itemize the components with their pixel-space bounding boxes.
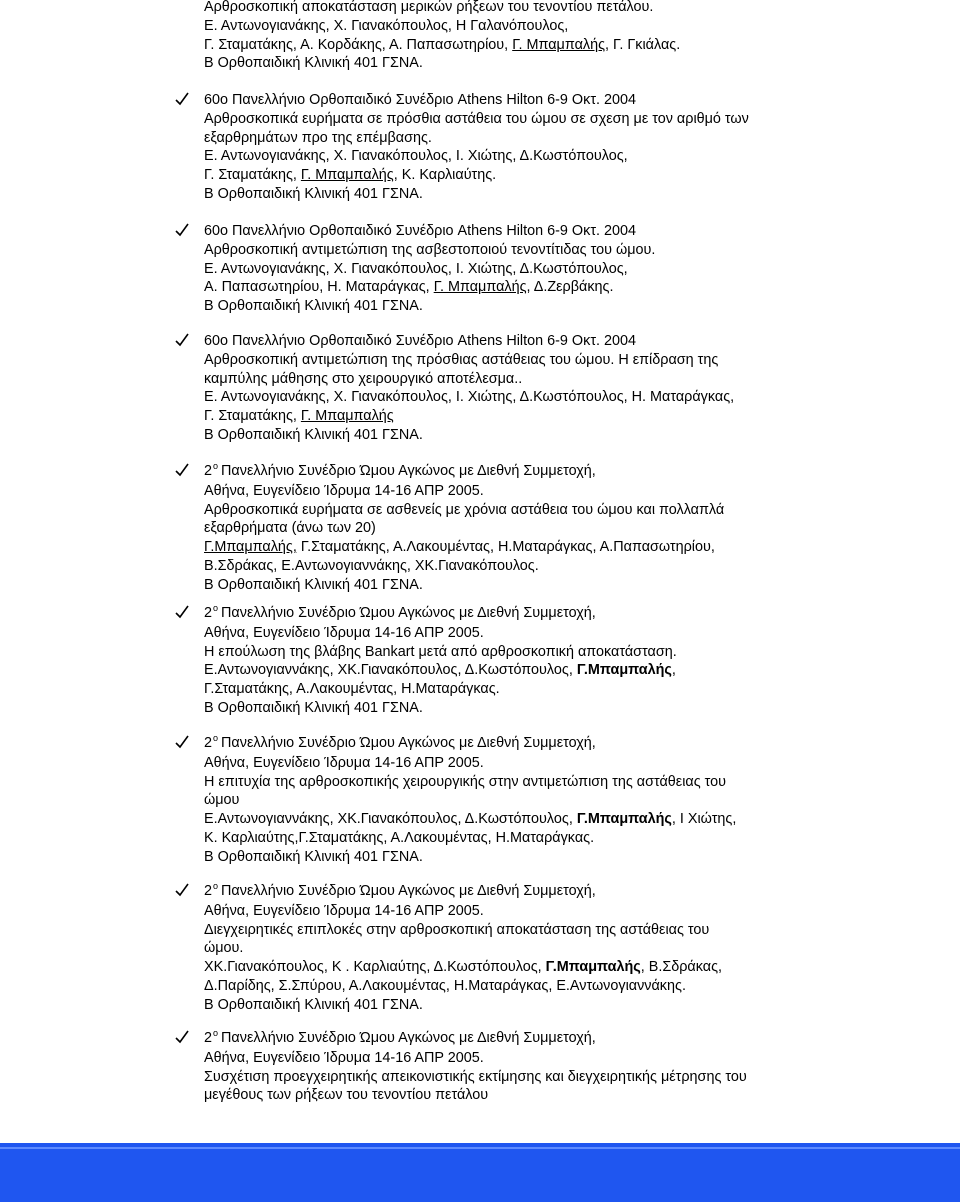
entry-authors: Α. Παπασωτηρίου, Η. Ματαράγκας, Γ. Μπαμπαλής, Δ.Ζερβάκης. <box>204 279 614 296</box>
entry-authors: Γ. Σταματάκης, Γ. Μπαμπαλής, Κ. Καρλιαύτης. <box>204 167 497 184</box>
entry-venue-location: Αθήνα, Ευγενίδειο Ίδρυμα 14-16 ΑΠΡ 2005. <box>204 482 484 499</box>
entry-authors: Ε. Αντωνογιανάκης, Χ. Γιανακόπουλος, Η Γαλανόπουλος, <box>204 17 569 34</box>
entry-venue: 60ο Πανελλήνιο Ορθοπαιδικό Συνέδριο Athens Hilton 6-9 Οκτ. 2004 <box>204 223 637 239</box>
entry-title: εξαρθρήματα (άνω των 20) <box>204 520 376 537</box>
entry-authors: Ε.Αντωνογιαννάκης, ΧΚ.Γιανακόπουλος, Δ.Κωστόπουλος, Γ.Μπαμπαλής, Ι Χιώτης, <box>204 811 737 828</box>
entry-authors: Γ. Σταματάκης, Γ. Μπαμπαλής <box>204 408 394 425</box>
entry-affiliation: Β Ορθοπαιδική Κλινική 401 ΓΣΝΑ. <box>204 576 423 593</box>
entry-authors: Κ. Καρλιαύτης,Γ.Σταματάκης, Α.Λακουμέντας, Η.Ματαράγκας. <box>204 829 595 846</box>
entry-authors: Ε. Αντωνογιανάκης, Χ. Γιανακόπουλος, Ι. Χιώτης, Δ.Κωστόπουλος, <box>204 148 628 165</box>
entry-venue: $2^o$ Πανελλήνιο Συνέδριο Ώμου Αγκώνος με Διεθνή Συμμετοχή, <box>204 461 596 479</box>
entry-venue: $2^o$ Πανελλήνιο Συνέδριο Ώμου Αγκώνος με Διεθνή Συμμετοχή, <box>204 881 596 899</box>
checkmark-icon <box>174 332 190 348</box>
checkmark-icon <box>174 91 190 107</box>
entry-venue: 60ο Πανελλήνιο Ορθοπαιδικό Συνέδριο Athens Hilton 6-9 Οκτ. 2004 <box>204 92 637 108</box>
highlighted-author: Γ.Μπαμπαλής <box>576 662 672 679</box>
checkmark-icon <box>174 734 190 750</box>
checkmark-icon <box>174 1029 190 1045</box>
entry-authors: Δ.Παρίδης, Σ.Σπύρου, Α.Λακουμέντας, Η.Ματαράγκας, Ε.Αντωνογιαννάκης. <box>204 977 686 994</box>
entry-title: Η επιτυχία της αρθροσκοπικής χειρουργικής στην αντιμετώπιση της αστάθειας του <box>204 773 727 790</box>
entry-venue: 60ο Πανελλήνιο Ορθοπαιδικό Συνέδριο Athens Hilton 6-9 Οκτ. 2004 <box>204 333 637 349</box>
entry-venue: $2^o$ Πανελλήνιο Συνέδριο Ώμου Αγκώνος με Διεθνή Συμμετοχή, <box>204 1028 596 1046</box>
entry-affiliation: Β Ορθοπαιδική Κλινική 401 ΓΣΝΑ. <box>204 55 423 72</box>
entry-venue: $2^o$ Πανελλήνιο Συνέδριο Ώμου Αγκώνος με Διεθνή Συμμετοχή, <box>204 733 596 751</box>
entry-2 <box>204 222 924 316</box>
entry-venue-location: Αθήνα, Ευγενίδειο Ίδρυμα 14-16 ΑΠΡ 2005. <box>204 1049 484 1066</box>
entry-title: Συσχέτιση προεγχειρητικής απεικονιστικής εκτίμησης και διεγχειρητικής μέτρησης του <box>204 1068 747 1085</box>
highlighted-author: Γ. Μπαμπαλής <box>512 36 606 53</box>
entry-authors: Γ.Μπαμπαλής, Γ.Σταματάκης, Α.Λακουμέντας, Η.Ματαράγκας, Α.Παπασωτηρίου, <box>204 539 715 556</box>
highlighted-author: Γ.Μπαμπαλής <box>576 811 672 828</box>
entry-title: καμπύλης μάθησης στο χειρουργικό αποτέλεσμα.. <box>204 370 523 387</box>
entry-7 <box>204 882 924 1015</box>
entry-authors: Ε. Αντωνογιανάκης, Χ. Γιανακόπουλος, Ι. Χιώτης, Δ.Κωστόπουλος, <box>204 260 628 277</box>
checkmark-icon <box>174 882 190 898</box>
entry-title: Αρθροσκοπική αντιμετώπιση της πρόσθιας αστάθειας του ώμου. Η επίδραση της <box>204 351 719 368</box>
entry-title: μεγέθους των ρήξεων του τενοντίου πετάλου <box>204 1087 489 1104</box>
footer-stripe <box>0 1147 960 1149</box>
highlighted-author: Γ. Μπαμπαλής <box>300 167 394 184</box>
entry-affiliation: Β Ορθοπαιδική Κλινική 401 ΓΣΝΑ. <box>204 996 423 1013</box>
entry-5 <box>204 604 924 718</box>
entry-affiliation: Β Ορθοπαιδική Κλινική 401 ΓΣΝΑ. <box>204 848 423 865</box>
entry-8 <box>204 1029 924 1105</box>
entry-authors: ΧΚ.Γιανακόπουλος, Κ . Καρλιαύτης, Δ.Κωστόπουλος, Γ.Μπαμπαλής, Β.Σδράκας, <box>204 959 723 976</box>
entry-title: Αρθροσκοπικά ευρήματα σε πρόσθια αστάθεια του ώμου σε σχεση με τον αριθμό των <box>204 110 749 127</box>
entry-title: εξαρθρημάτων προ της επέμβασης. <box>204 129 432 146</box>
checkmark-icon <box>174 222 190 238</box>
highlighted-author: Γ.Μπαμπαλής, <box>204 539 297 556</box>
entry-title: ώμου <box>204 792 240 809</box>
entry-venue-location: Αθήνα, Ευγενίδειο Ίδρυμα 14-16 ΑΠΡ 2005. <box>204 624 484 641</box>
entry-affiliation: Β Ορθοπαιδική Κλινική 401 ΓΣΝΑ. <box>204 699 423 716</box>
entry-title: Αρθροσκοπική αντιμετώπιση της ασβεστοποιού τενοντίτιδας του ώμου. <box>204 241 656 258</box>
entry-1 <box>204 91 924 204</box>
checkmark-icon <box>174 462 190 478</box>
entry-title: Διεγχειρητικές επιπλοκές στην αρθροσκοπική αποκατάσταση της αστάθειας του <box>204 921 710 938</box>
entry-4 <box>204 462 924 595</box>
entry-title: ώμου. <box>204 940 244 957</box>
footer-band <box>0 1143 960 1202</box>
entry-authors: Β.Σδράκας, Ε.Αντωνογιαννάκης, ΧΚ.Γιανακόπουλος. <box>204 557 539 574</box>
entry-6 <box>204 734 924 867</box>
entry-title: Αρθροσκοπική αποκατάσταση μερικών ρήξεων του τενοντίου πετάλου. <box>204 0 654 15</box>
entry-authors: Ε.Αντωνογιαννάκης, ΧΚ.Γιανακόπουλος, Δ.Κωστόπουλος, Γ.Μπαμπαλής, <box>204 662 676 679</box>
entry-venue-location: Αθήνα, Ευγενίδειο Ίδρυμα 14-16 ΑΠΡ 2005. <box>204 754 484 771</box>
highlighted-author: Γ. Μπαμπαλής <box>300 408 394 425</box>
entry-3 <box>204 332 924 445</box>
entry-affiliation: Β Ορθοπαιδική Κλινική 401 ΓΣΝΑ. <box>204 426 423 443</box>
entry-authors: Γ.Σταματάκης, Α.Λακουμέντας, Η.Ματαράγκας. <box>204 681 500 698</box>
entry-venue: $2^o$ Πανελλήνιο Συνέδριο Ώμου Αγκώνος με Διεθνή Συμμετοχή, <box>204 603 596 621</box>
entry-top <box>204 0 924 73</box>
entry-affiliation: Β Ορθοπαιδική Κλινική 401 ΓΣΝΑ. <box>204 298 423 315</box>
highlighted-author: Γ.Μπαμπαλής <box>545 959 641 976</box>
entry-venue-location: Αθήνα, Ευγενίδειο Ίδρυμα 14-16 ΑΠΡ 2005. <box>204 902 484 919</box>
entry-authors: Ε. Αντωνογιανάκης, Χ. Γιανακόπουλος, Ι. Χιώτης, Δ.Κωστόπουλος, Η. Ματαράγκας, <box>204 389 735 406</box>
entry-title: Η επούλωση της βλάβης Bankart μετά από αρθροσκοπική αποκατάσταση. <box>204 643 677 660</box>
checkmark-icon <box>174 604 190 620</box>
entry-title: Αρθροσκοπικά ευρήματα σε ασθενείς με χρόνια αστάθεια του ώμου και πολλαπλά <box>204 501 725 518</box>
entry-authors: Γ. Σταματάκης, Α. Κορδάκης, Α. Παπασωτηρίου, Γ. Μπαμπαλής, Γ. Γκιάλας. <box>204 36 681 53</box>
entry-affiliation: Β Ορθοπαιδική Κλινική 401 ΓΣΝΑ. <box>204 185 423 202</box>
highlighted-author: Γ. Μπαμπαλής <box>433 279 527 296</box>
